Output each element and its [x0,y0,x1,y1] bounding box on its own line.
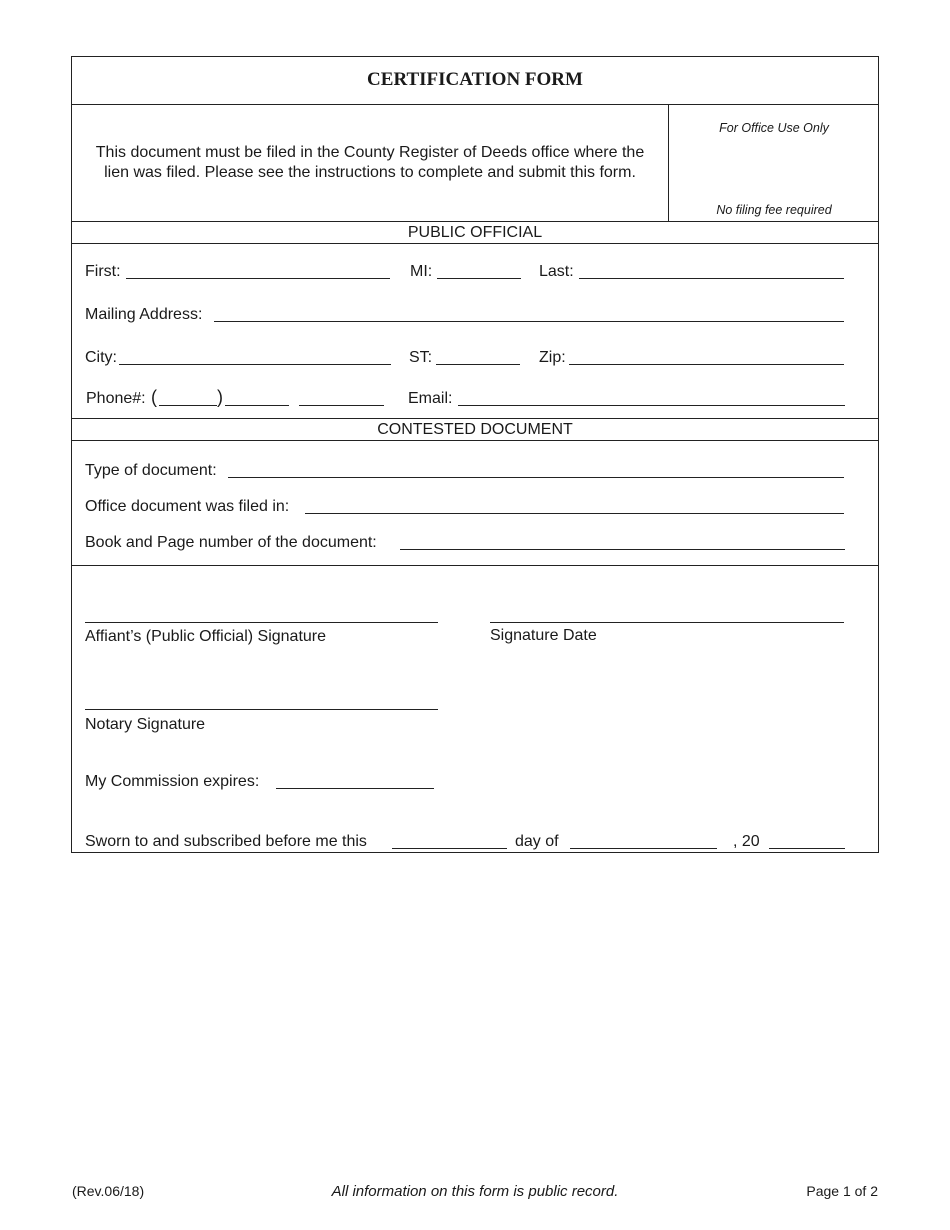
book-page-field[interactable] [400,549,845,550]
notary-signature-field[interactable] [85,709,438,710]
filing-office-field[interactable] [305,513,844,514]
document-type-field[interactable] [228,477,844,478]
phone-prefix-field[interactable] [225,405,289,406]
office-use-label: For Office Use Only [719,121,829,135]
signature-date-field[interactable] [490,622,844,623]
signature-section-divider [72,565,878,566]
mi-field[interactable] [437,278,521,279]
form-title: CERTIFICATION FORM [72,57,878,105]
city-label: City: [85,349,117,366]
first-name-field[interactable] [126,278,390,279]
state-field[interactable] [436,364,520,365]
zip-label: Zip: [539,349,566,366]
sworn-day-field[interactable] [392,848,507,849]
document-type-label: Type of document: [85,462,217,479]
year-label: , 20 [733,833,760,850]
revision-label: (Rev.06/18) [72,1183,145,1199]
public-record-notice: All information on this form is public record. [331,1183,619,1200]
sworn-month-field[interactable] [570,848,717,849]
filing-office-label: Office document was filed in: [85,498,290,515]
public-official-header: PUBLIC OFFICIAL [72,221,878,244]
contested-document-header: CONTESTED DOCUMENT [72,418,878,441]
phone-close-paren: ) [217,387,223,407]
sworn-year-field[interactable] [769,848,845,849]
sworn-label: Sworn to and subscribed before me this [85,833,367,850]
intro-text [72,104,669,221]
book-page-label: Book and Page number of the document: [85,534,377,551]
email-field[interactable] [458,405,845,406]
day-of-label: day of [515,833,559,850]
phone-label: Phone#: [86,390,146,407]
notary-signature-label: Notary Signature [85,716,206,733]
phone-open-paren: ( [151,387,157,407]
last-name-field[interactable] [579,278,844,279]
commission-expires-label: My Commission expires: [85,773,260,790]
office-use-box [670,104,878,221]
signature-date-label: Signature Date [490,627,597,644]
city-field[interactable] [119,364,391,365]
phone-line-field[interactable] [299,405,384,406]
affiant-signature-label: Affiant’s (Public Official) Signature [85,628,327,645]
mailing-address-field[interactable] [214,321,844,322]
phone-area-code-field[interactable] [159,405,217,406]
fee-note: No filing fee required [716,203,832,217]
zip-field[interactable] [569,364,844,365]
mailing-address-label: Mailing Address: [85,306,203,323]
affiant-signature-field[interactable] [85,622,438,623]
mi-label: MI: [410,263,433,280]
state-label: ST: [409,349,433,366]
certification-form [71,56,879,853]
page-number: Page 1 of 2 [806,1183,878,1199]
commission-expires-field[interactable] [276,788,434,789]
email-label: Email: [408,390,453,407]
intro-text-content: This document must be filed in the County Register of Deeds office where the lien was filed. Please see the instructions to complete and submit this form. [95,143,645,181]
first-name-label: First: [85,263,121,280]
last-name-label: Last: [539,263,574,280]
